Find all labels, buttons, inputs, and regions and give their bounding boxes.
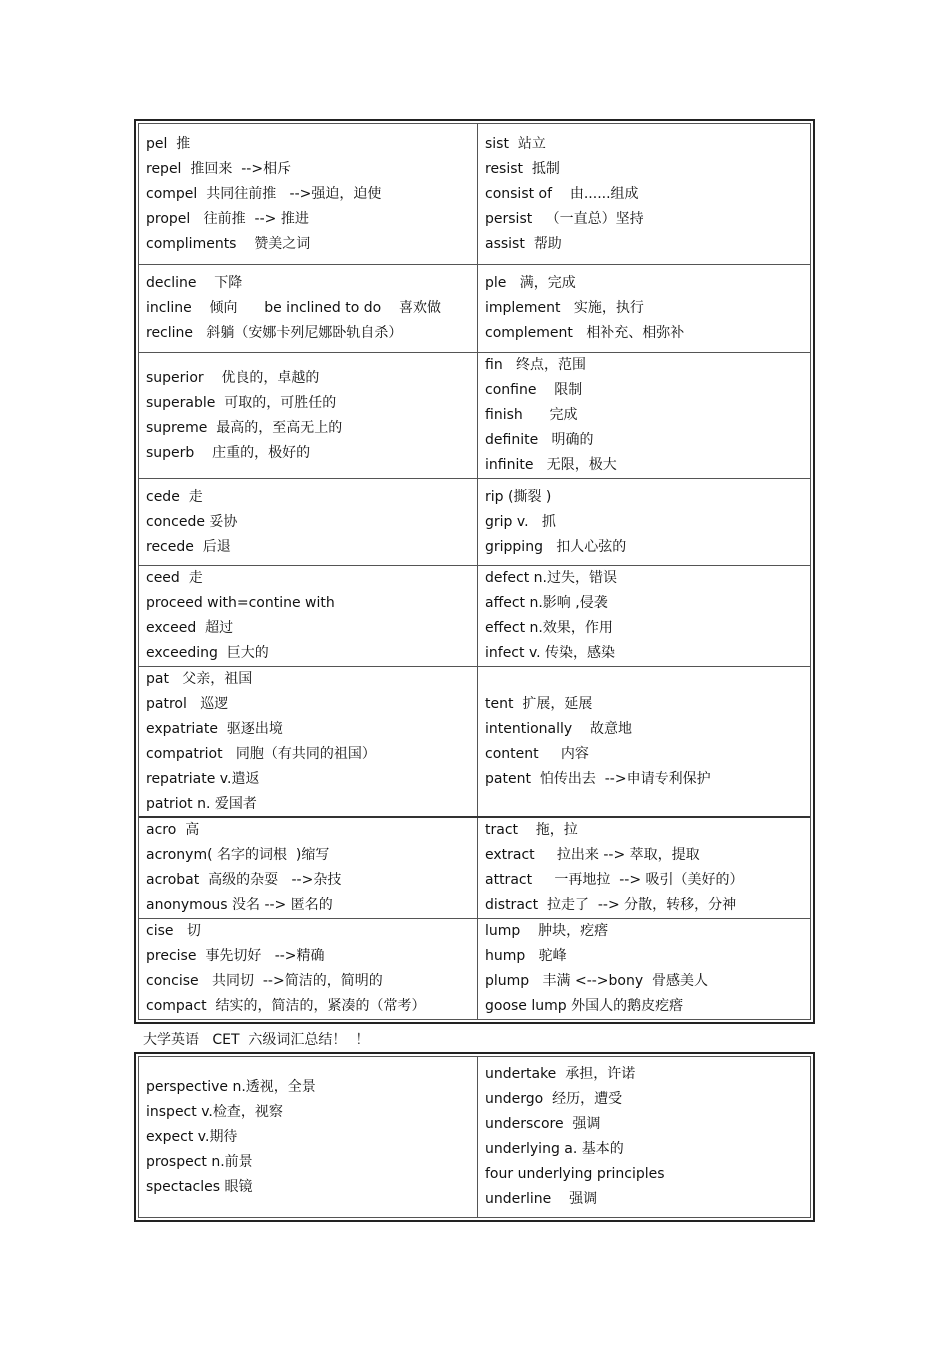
word-line: acro 高: [146, 822, 200, 838]
table-row: [139, 918, 810, 1019]
word-line: pat 父亲，祖国: [146, 671, 253, 687]
word-line: gripping 扣人心弦的: [485, 538, 627, 555]
table-row: [139, 666, 810, 816]
table-row: [139, 264, 810, 352]
word-line: undergo 经历，遭受: [485, 1091, 623, 1107]
word-line: implement 实施，执行: [485, 300, 644, 316]
word-line: decline 下降: [146, 275, 243, 291]
word-line: grip v. 抓: [485, 513, 556, 530]
word-line: compact 结实的，简洁的，紧凑的（常考）: [146, 998, 426, 1014]
word-line: spectacles 眼镜: [146, 1178, 253, 1195]
left-cell: [139, 566, 478, 666]
left-cell: [139, 353, 478, 478]
word-line: tent 扩展，延展: [485, 695, 593, 712]
word-line: infect v. 传染，感染: [485, 645, 616, 661]
word-line: complement 相补充、相弥补: [485, 325, 685, 341]
word-line: hump 驼峰: [485, 948, 567, 964]
word-line: inspect v.检查，视察: [146, 1103, 283, 1120]
word-line: underline 强调: [485, 1191, 598, 1207]
word-line: confine 限制: [485, 382, 583, 398]
vocab-table-2-inner: [138, 1056, 811, 1218]
word-line: repel 推回来 -->相斥: [146, 160, 292, 177]
right-cell: [478, 566, 810, 666]
word-line: ceed 走: [146, 570, 203, 586]
word-line: persist （一直总）坚持: [485, 210, 644, 227]
right-cell: [478, 124, 810, 264]
word-line: exceeding 巨大的: [146, 645, 269, 661]
word-line: cise 切: [146, 923, 201, 939]
left-cell: [139, 919, 478, 1019]
word-line: underlying a. 基本的: [485, 1141, 624, 1157]
word-line: resist 抵制: [485, 160, 560, 177]
table-row: [139, 816, 810, 918]
word-line: perspective n.透视，全景: [146, 1078, 316, 1095]
word-line: compel 共同往前推 -->强迫，迫使: [146, 185, 382, 202]
table-row: [139, 124, 810, 264]
word-line: sist 站立: [485, 135, 546, 152]
word-line: superable 可取的，可胜任的: [146, 394, 337, 411]
table-row: [139, 565, 810, 666]
word-line: supreme 最高的，至高无上的: [146, 419, 343, 436]
left-cell: [139, 479, 478, 565]
word-line: lump 肿块，疙瘩: [485, 923, 609, 939]
word-line: recline 斜躺（安娜卡列尼娜卧轨自杀）: [146, 325, 403, 341]
word-line: superior 优良的，卓越的: [146, 369, 320, 386]
word-line: compliments 赞美之词: [146, 235, 311, 252]
table-row: [139, 352, 810, 478]
right-cell: [478, 818, 810, 918]
word-line: concede 妥协: [146, 513, 238, 530]
word-line: infinite 无限，极大: [485, 457, 617, 473]
word-line: expatriate 驱逐出境: [146, 721, 283, 737]
word-line: effect n.效果，作用: [485, 620, 613, 636]
word-line: prospect n.前景: [146, 1153, 253, 1170]
word-line: underscore 强调: [485, 1116, 601, 1132]
right-cell: [478, 667, 810, 816]
word-line: superb 庄重的，极好的: [146, 444, 311, 461]
word-line: consist of 由......组成: [485, 185, 639, 202]
right-cell: [478, 919, 810, 1019]
word-line: pel 推: [146, 135, 191, 152]
vocab-table-1-inner: [138, 123, 811, 1020]
word-line: compatriot 同胞（有共同的祖国）: [146, 746, 376, 762]
word-line: patrol 巡逻: [146, 696, 229, 712]
word-line: extract 拉出来 --> 萃取，提取: [485, 847, 700, 863]
word-line: tract 拖，拉: [485, 822, 578, 838]
right-cell: [478, 479, 810, 565]
word-line: acronym( 名字的词根 )缩写: [146, 847, 330, 863]
word-line: exceed 超过: [146, 620, 234, 636]
word-line: acrobat 高级的杂耍 -->杂技: [146, 872, 342, 888]
word-line: expect v.期待: [146, 1128, 238, 1145]
word-line: attract 一再地拉 --> 吸引（美好的）: [485, 872, 744, 888]
left-cell: [139, 1057, 478, 1217]
word-line: affect n.影响 ,侵袭: [485, 595, 608, 611]
word-line: distract 拉走了 --> 分散，转移，分神: [485, 897, 737, 913]
word-line: rip (撕裂 ): [485, 488, 552, 505]
word-line: incline 倾向 be inclined to do 喜欢做: [146, 300, 441, 316]
word-line: four underlying principles: [485, 1166, 665, 1182]
right-cell: [478, 1057, 810, 1217]
word-line: precise 事先切好 -->精确: [146, 948, 325, 964]
word-line: ple 满，完成: [485, 275, 576, 291]
word-line: anonymous 没名 --> 匿名的: [146, 897, 333, 913]
word-line: intentionally 故意地: [485, 720, 632, 737]
right-cell: [478, 265, 810, 352]
word-line: undertake 承担，许诺: [485, 1066, 636, 1082]
word-line: recede 后退: [146, 538, 231, 555]
word-line: propel 往前推 --> 推进: [146, 210, 309, 227]
word-line: definite 明确的: [485, 432, 594, 448]
table-row: [139, 1057, 810, 1217]
word-line: defect n.过失，错误: [485, 570, 618, 586]
word-line: patent 怕传出去 -->申请专利保护: [485, 770, 711, 787]
left-cell: [139, 818, 478, 918]
word-line: content 内容: [485, 745, 589, 762]
word-line: proceed with=contine with: [146, 595, 335, 611]
word-line: patriot n. 爱国者: [146, 796, 257, 812]
left-cell: [139, 667, 478, 816]
word-line: assist 帮助: [485, 235, 562, 252]
table-caption: 大学英语 CET 六级词汇总结！ ！: [143, 1032, 370, 1048]
vocab-table-2: [134, 1052, 815, 1222]
left-cell: [139, 265, 478, 352]
word-line: goose lump 外国人的鹅皮疙瘩: [485, 998, 684, 1014]
word-line: concise 共同切 -->简洁的，简明的: [146, 973, 383, 989]
word-line: plump 丰满 <-->bony 骨感美人: [485, 973, 709, 989]
vocab-table-1: [134, 119, 815, 1024]
word-line: repatriate v.遣返: [146, 771, 260, 787]
right-cell: [478, 353, 810, 478]
left-cell: [139, 124, 478, 264]
word-line: finish 完成: [485, 407, 578, 423]
table-row: [139, 478, 810, 565]
word-line: fin 终点，范围: [485, 357, 587, 373]
word-line: cede 走: [146, 488, 203, 505]
